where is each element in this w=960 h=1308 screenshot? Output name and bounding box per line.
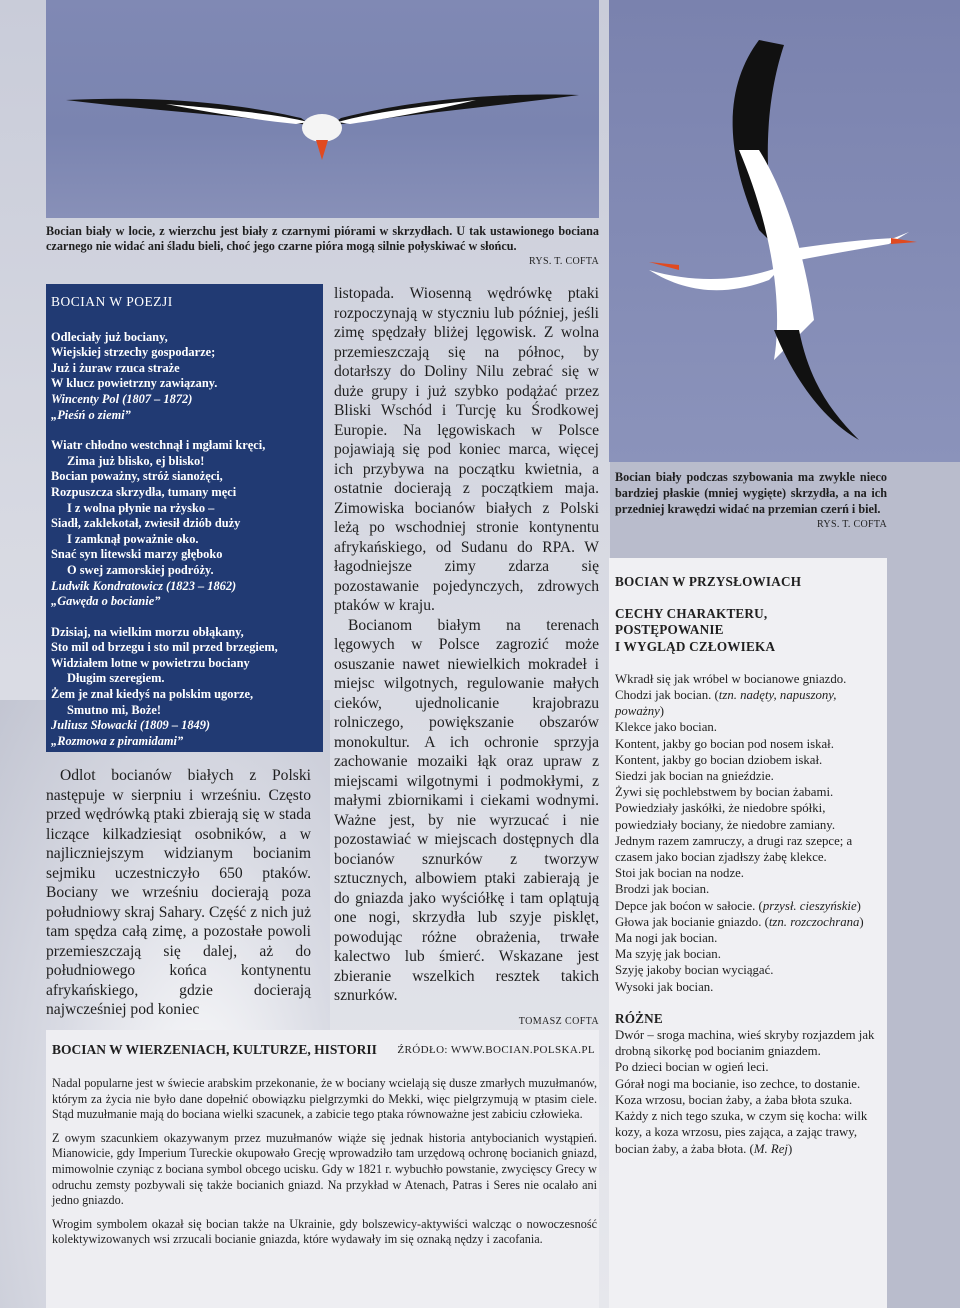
proverb-item: Klekce jako bocian. (615, 720, 717, 735)
proverbs-title: BOCIAN W PRZYSŁOWIACH (615, 574, 802, 589)
top-caption-text: Bocian biały w locie, z wierzchu jest biały z czarnymi piórami w skrzydłach. U tak ustawionego bociana czarnego nie widać ani śladu bieli, choć jego czarne pióra mogą silnie połyskiwać w słońcu. (46, 224, 599, 253)
right-figure-caption (615, 470, 887, 533)
proverb-item: Dwór – sroga machina, wieś skryby rozjazdem jak drobną sikorkę pod bocianim gniazdem. (615, 1028, 875, 1059)
proverb-item: Górał nogi ma bocianie, iso zechce, to dostanie. (615, 1076, 861, 1091)
proverbs-subtitle: RÓŻNE (615, 1010, 663, 1026)
beliefs-box-title: BOCIAN W WIERZENIACH, KULTURZE, HISTORII (52, 1042, 377, 1057)
right-caption-credit: RYS. T. COFTA (817, 519, 887, 531)
poem-line: Wiejskiej strzechy gospodarze; (51, 345, 216, 360)
poem-line: Dzisiaj, na wielkim morzu obłąkany, (51, 624, 244, 639)
top-caption-credit: RYS. T. COFTA (529, 256, 599, 267)
proverb-item: Wkradł się jak wróbel w bocianowe gniazdo. (615, 671, 847, 686)
proverb-item: Kontent, jakby go bocian dziobem iskał. (615, 752, 823, 767)
proverb-item: Depce jak boćon w sałocie. (przysł. cieszyńskie) (615, 898, 861, 913)
beliefs-paragraph: Wrogim symbolem okazał się bocian także na Ukrainie, gdy bolszewicy-aktywiści walcząc o nowoczesność kolektywizowanych wsi zrzucali bocianie gniazda, które wydawały im się oznaką nędzy i zacofania. (52, 1216, 597, 1247)
proverb-item: Chodzi jak bocian. (tzn. nadęty, napuszony, poważny) (615, 688, 837, 719)
poem-line: O swej zamorskiej podróży. (67, 562, 214, 577)
proverbs-panel (615, 574, 883, 1157)
poem-line: I zamknął poważnie oko. (67, 531, 199, 546)
proverb-item: Kontent, jakby go bocian pod nosem iskał. (615, 736, 834, 751)
proverbs-subtitle: I WYGLĄD CZŁOWIEKA (615, 638, 776, 654)
poem-line: Snać syn litewski marzy głęboko (51, 547, 223, 562)
proverb-item: Powiedziały jaskółki, że niedobre spółki, powiedziały bociany, że niedobre zamiany. (615, 801, 836, 832)
poem-author: Wincenty Pol (1807 – 1872) (51, 391, 193, 406)
poem-line: Długim szeregiem. (67, 671, 165, 686)
poem-line: W klucz powietrzny zawiązany. (51, 376, 218, 391)
beliefs-box-header (52, 1042, 597, 1058)
poem-line: Zima już blisko, ej blisko! (67, 453, 205, 468)
gliding-stork-illustration (609, 0, 960, 462)
beliefs-source: ŹRÓDŁO: WWW.BOCIAN.POLSKA.PL (397, 1044, 595, 1056)
poetry-box-title: BOCIAN W POEZJI (51, 294, 173, 309)
proverb-item: Głowa jak bocianie gniazdo. (tzn. rozczochrana) (615, 914, 864, 929)
article-paragraph: Bocianom białym na terenach lęgowych w Polsce zagrozić może osuszanie nawet niewielkich mokradeł i miejsc wilgotnych, regulowanie małych cieków, ujednolicanie krajobrazu rolniczego, powiększanie obszarów monokultur. A ich ochronie sprzyja zachowanie mozaiki łąk oraz upraw z miejscami wilgotnymi i podmokłymi, z małymi zbiornikami i ciekami wodnymi. Ważne jest, by nie wyrzucać i nie pozostawiać w miejscach dostępnych dla bocianów sznurków z tworzyw sztucznych, albowiem ptaki zabierają je do gniazda jako wyściółkę i tam oplątują one nogi, skrzydła lub szyje pisklęt, powodując różne obrażenia, trwałe kalectwo lub śmierć. Wskazane jest zbieranie wszelkich resztek takich sznurków. (334, 616, 599, 1004)
poetry-box (46, 284, 323, 752)
proverb-item: Brodzi jak bocian. (615, 882, 710, 897)
stork-top-view-icon (46, 0, 599, 218)
poem-line: Siadł, zaklekotał, zwiesił dziób duży (51, 516, 241, 531)
poem-line: Już i żuraw rzuca straże (51, 360, 180, 375)
right-caption-text: Bocian biały podczas szybowania ma zwykle nieco bardziej płaskie (mniej wygięte) skrzydła, a na ich przedniej krawędzi widać na przemian czerń i biel. (615, 470, 887, 516)
poem-line: Bocian poważny, stróż sianożęci, (51, 469, 223, 484)
beliefs-paragraph: Z owym szacunkiem okazywanym przez muzułmanów wiąże się jednak historia antybocianich wystąpień. Mianowicie, gdy Imperium Tureckie okupowało Grecję wprowadziło tam urzędową ochronę bocianich gniazd, mimowolnie czyniąc z bociana symbol obcego ucisku. Gdy w 1821 r. wybuchło powstanie, zwycięscy Grecy w odruchu zemsty pozbywali się także bocianich gniazd. Na przykład w Atenach, Patras i Seres nie ocalało ani jedno gniazdo. (52, 1130, 597, 1208)
poem-line: Odleciały już bociany, (51, 329, 168, 344)
poem-line: Smutno mi, Boże! (67, 702, 161, 717)
proverb-item: Stoi jak bocian na nodze. (615, 866, 744, 881)
proverb-item: Wysoki jak bocian. (615, 979, 714, 994)
beliefs-paragraph: Nadal popularne jest w świecie arabskim przekonanie, że w bociany wcielają się dusze zmarłych muzułmanów, którym za życia nie było dane dopełnić obowiązku pielgrzymki do Mekki, więc pielgrzymują w ptasim ciele. Stąd muzułmanie mają do bociana wielki szacunek, a zabicie tego ptaka równoważne jest zabiciu człowieka. (52, 1076, 597, 1122)
proverb-item: Żywi się pochlebstwem by bocian żabami. (615, 785, 834, 800)
article-paragraph: Odlot bocianów białych z Polski następuje w sierpniu i wrześniu. Często przed wędrówką ptaki zbierają się w stada liczące kilkadziesiąt osobników, a w najliczniejszym widzianym bocianim sejmiku uczestniczyło 650 ptaków. Bociany we wrześniu docierają poza południowy skraj Sahary. Część z nich już tam spędza całą zimę, a pozostałe powoli przemieszczają się dalej, aż do południowego końca kontynentu afrykańskiego, gdzie docierają najwcześniej pod koniec (46, 767, 311, 1018)
proverb-item: Każdy z nich tego szuka, w czym się kocha: wilk kozy, a koza wrzosu, pies zająca, a zając trawy, bocian żaby, a żaba błota. (M. Rej) (615, 1109, 868, 1156)
article-paragraph: listopada. Wiosenną wędrówkę ptaki rozpoczynają w styczniu lub później, jeśli zimę spędzały bliżej lęgowisk. Z wolna przemieszczają się na północ, by dotarłszy do Doliny Nilu zebrać się w duże grupy i już szybko podążać przez Bliski Wschód i Turcję ku Środkowej Europie. Na lęgowiskach w Polsce pojawiają się pod koniec marca, więcej ich przybywa na początku kwietnia, a ostatnie docierają z początkiem maja. Zimowiska bocianów białych z Polski leżą po wschodniej stronie kontynentu afrykańskiego, od Sudanu do RPA. W łagodniejsze zimy zdarza się pozostawanie pojedynczych, zdrowych ptaków w kraju. (334, 285, 599, 614)
poem-line: Sto mil od brzegu i sto mil przed brzegiem, (51, 640, 278, 655)
article-author: TOMASZ COFTA (518, 1015, 599, 1027)
stork-side-view-icon (609, 0, 960, 462)
proverb-item: Ma nogi jak bocian. (615, 931, 718, 946)
proverb-item: Koza wrzosu, bocian żaby, a żaba błota szuka. (615, 1092, 853, 1107)
poem-line: Wiatr chłodno westchnął i mgłami kręci, (51, 438, 266, 453)
poem-work: „Pieśń o ziemi” (51, 407, 131, 422)
poem-line: Widziałem lotne w powietrzu bociany (51, 655, 250, 670)
top-figure-caption (46, 224, 599, 270)
poem-line: Rozpuszcza skrzydła, tumany męci (51, 484, 237, 499)
poem-line: I z wolna płynie na rżysko – (67, 500, 215, 515)
proverbs-subtitle: POSTĘPOWANIE (615, 622, 724, 638)
flying-stork-illustration (46, 0, 599, 218)
proverb-item: Jednym razem zamruczy, a drugi raz szepce; a czasem jako bocian zjadłszy żabę klekce. (615, 833, 853, 865)
poem-line: Żem je znał kiedyś na polskim ugorze, (51, 687, 254, 702)
proverbs-subtitle: CECHY CHARAKTERU, (615, 606, 768, 622)
poem-work: „Rozmowa z piramidami” (51, 733, 184, 748)
poem-author: Ludwik Kondratowicz (1823 – 1862) (51, 578, 237, 593)
article-middle-column (334, 284, 599, 1031)
proverb-item: Siedzi jak bocian na gnieździe. (615, 769, 774, 784)
poem-work: „Gawęda o bocianie” (51, 594, 161, 609)
poem-author: Juliusz Słowacki (1809 – 1849) (51, 718, 211, 733)
proverb-item: Po dzieci bocian w ogień leci. (615, 1060, 769, 1075)
article-left-column (46, 766, 311, 1020)
proverb-item: Szyję jakoby bocian wyciągać. (615, 963, 774, 978)
beliefs-box-text (52, 1076, 597, 1256)
proverb-item: Ma szyję jak bocian. (615, 947, 721, 962)
